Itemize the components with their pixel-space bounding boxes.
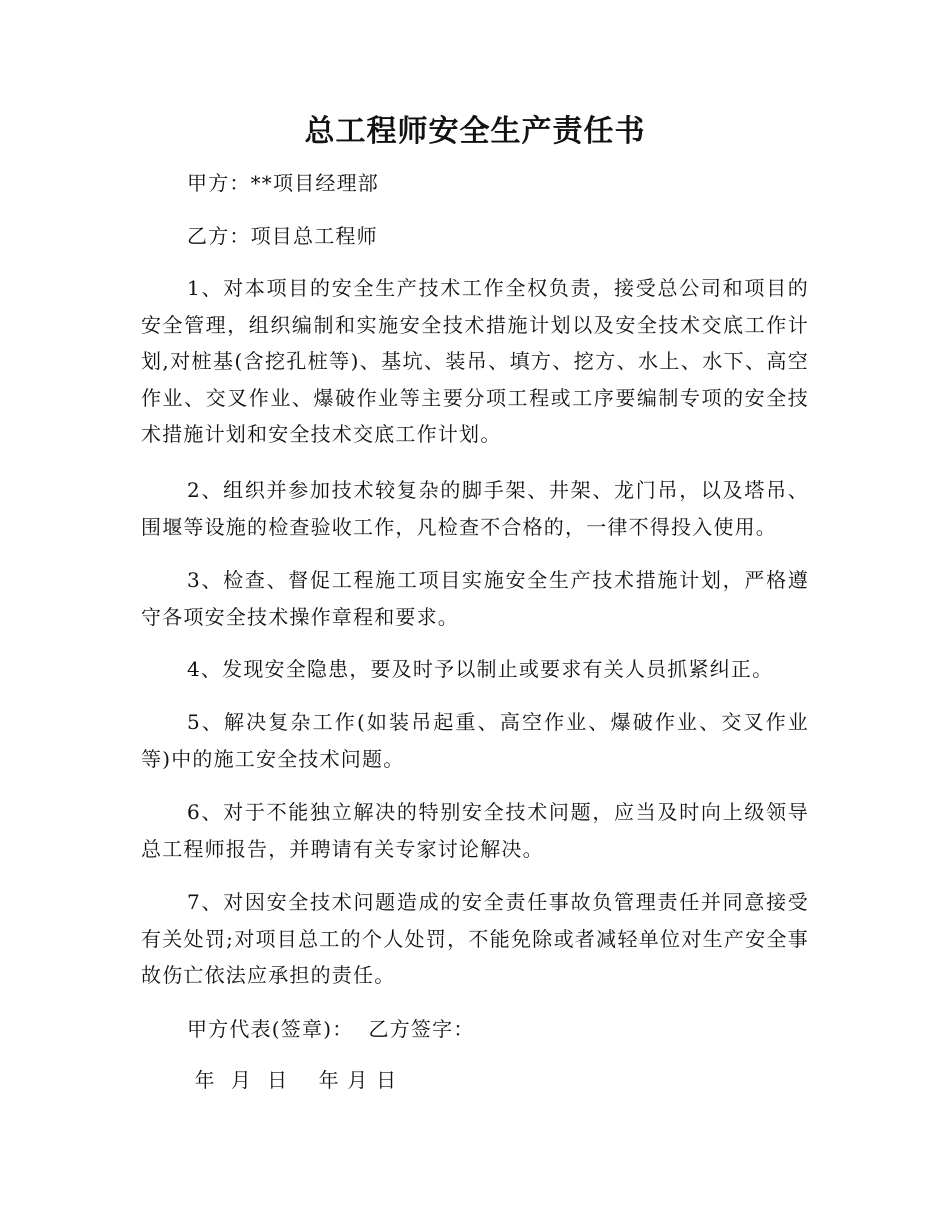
clause-6: 6、对于不能独立解决的特别安全技术问题，应当及时向上级领导总工程师报告，并聘请有关专家讨论解决。 bbox=[141, 800, 809, 861]
party-a-line: 甲方：**项目经理部 bbox=[187, 171, 379, 195]
clause-5: 5、解决复杂工作(如装吊起重、高空作业、爆破作业、交叉作业等)中的施工安全技术问题。 bbox=[141, 710, 809, 771]
document-title: 总工程师安全生产责任书 bbox=[304, 114, 646, 149]
clause-3: 3、检查、督促工程施工项目实施安全生产技术措施计划，严格遵守各项安全技术操作章程和要求。 bbox=[141, 568, 809, 629]
clause-1: 1、对本项目的安全生产技术工作全权负责，接受总公司和项目的安全管理，组织编制和实施安全技术措施计划以及安全技术交底工作计划,对桩基(含挖孔桩等)、基坑、装吊、填方、挖方、水上、水下、高空作业、交叉作业、爆破作业等主要分项工程或工序要编制专项的安全技术措施计划和安全技术交底工作计划。 bbox=[141, 276, 809, 446]
party-b-line: 乙方：项目总工程师 bbox=[187, 224, 378, 248]
date-line: 年 月 日 年 月 日 bbox=[187, 1068, 398, 1092]
clause-7: 7、对因安全技术问题造成的安全责任事故负管理责任并同意接受有关处罚;对项目总工的个人处罚，不能免除或者减轻单位对生产安全事故伤亡依法应承担的责任。 bbox=[141, 890, 809, 987]
clause-2: 2、组织并参加技术较复杂的脚手架、井架、龙门吊，以及塔吊、围堰等设施的检查验收工作，凡检查不合格的，一律不得投入使用。 bbox=[141, 478, 809, 539]
clause-4: 4、发现安全隐患，要及时予以制止或要求有关人员抓紧纠正。 bbox=[187, 657, 774, 681]
signature-line: 甲方代表(签章)： 乙方签字： bbox=[187, 1017, 475, 1041]
